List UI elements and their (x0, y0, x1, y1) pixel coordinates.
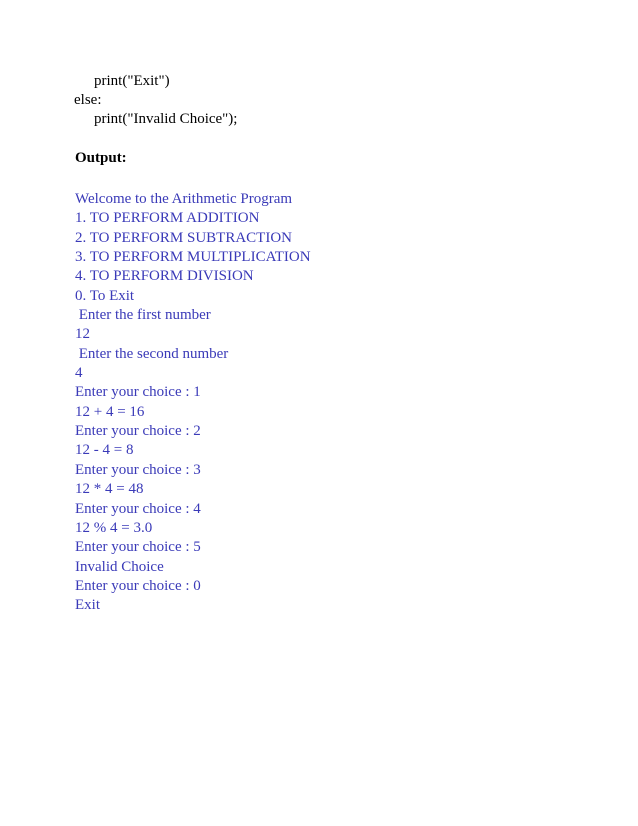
output-line: Enter your choice : 1 (75, 384, 201, 401)
output-line: 1. TO PERFORM ADDITION (75, 210, 260, 227)
output-line: 4. TO PERFORM DIVISION (75, 268, 254, 285)
output-line: 0. To Exit (75, 287, 135, 304)
code-line: print("Exit") (94, 73, 170, 89)
output-line: Invalid Choice (75, 558, 164, 575)
output-line: 12 (75, 326, 90, 343)
output-line: 2. TO PERFORM SUBTRACTION (75, 229, 292, 246)
output-line: Enter your choice : 2 (75, 423, 201, 440)
output-line: Enter the first number (75, 307, 211, 324)
program-output (75, 190, 311, 616)
output-heading: Output: (75, 150, 127, 166)
output-line: 12 * 4 = 48 (75, 481, 144, 498)
output-line: 12 - 4 = 8 (75, 442, 134, 459)
code-snippet (76, 72, 237, 129)
output-line: Enter your choice : 4 (75, 500, 201, 517)
output-line: Enter your choice : 0 (75, 577, 201, 594)
output-line: 12 + 4 = 16 (75, 403, 145, 420)
output-line: Enter your choice : 5 (75, 539, 201, 556)
output-line: Enter your choice : 3 (75, 461, 201, 478)
output-line: 3. TO PERFORM MULTIPLICATION (75, 249, 311, 266)
output-line: Exit (75, 597, 100, 614)
output-line: 4 (75, 365, 83, 382)
code-line: else: (74, 92, 102, 108)
output-line: Enter the second number (75, 345, 229, 362)
code-line: print("Invalid Choice"); (94, 111, 238, 127)
output-line: Welcome to the Arithmetic Program (75, 191, 293, 207)
output-line: 12 % 4 = 3.0 (75, 519, 153, 536)
